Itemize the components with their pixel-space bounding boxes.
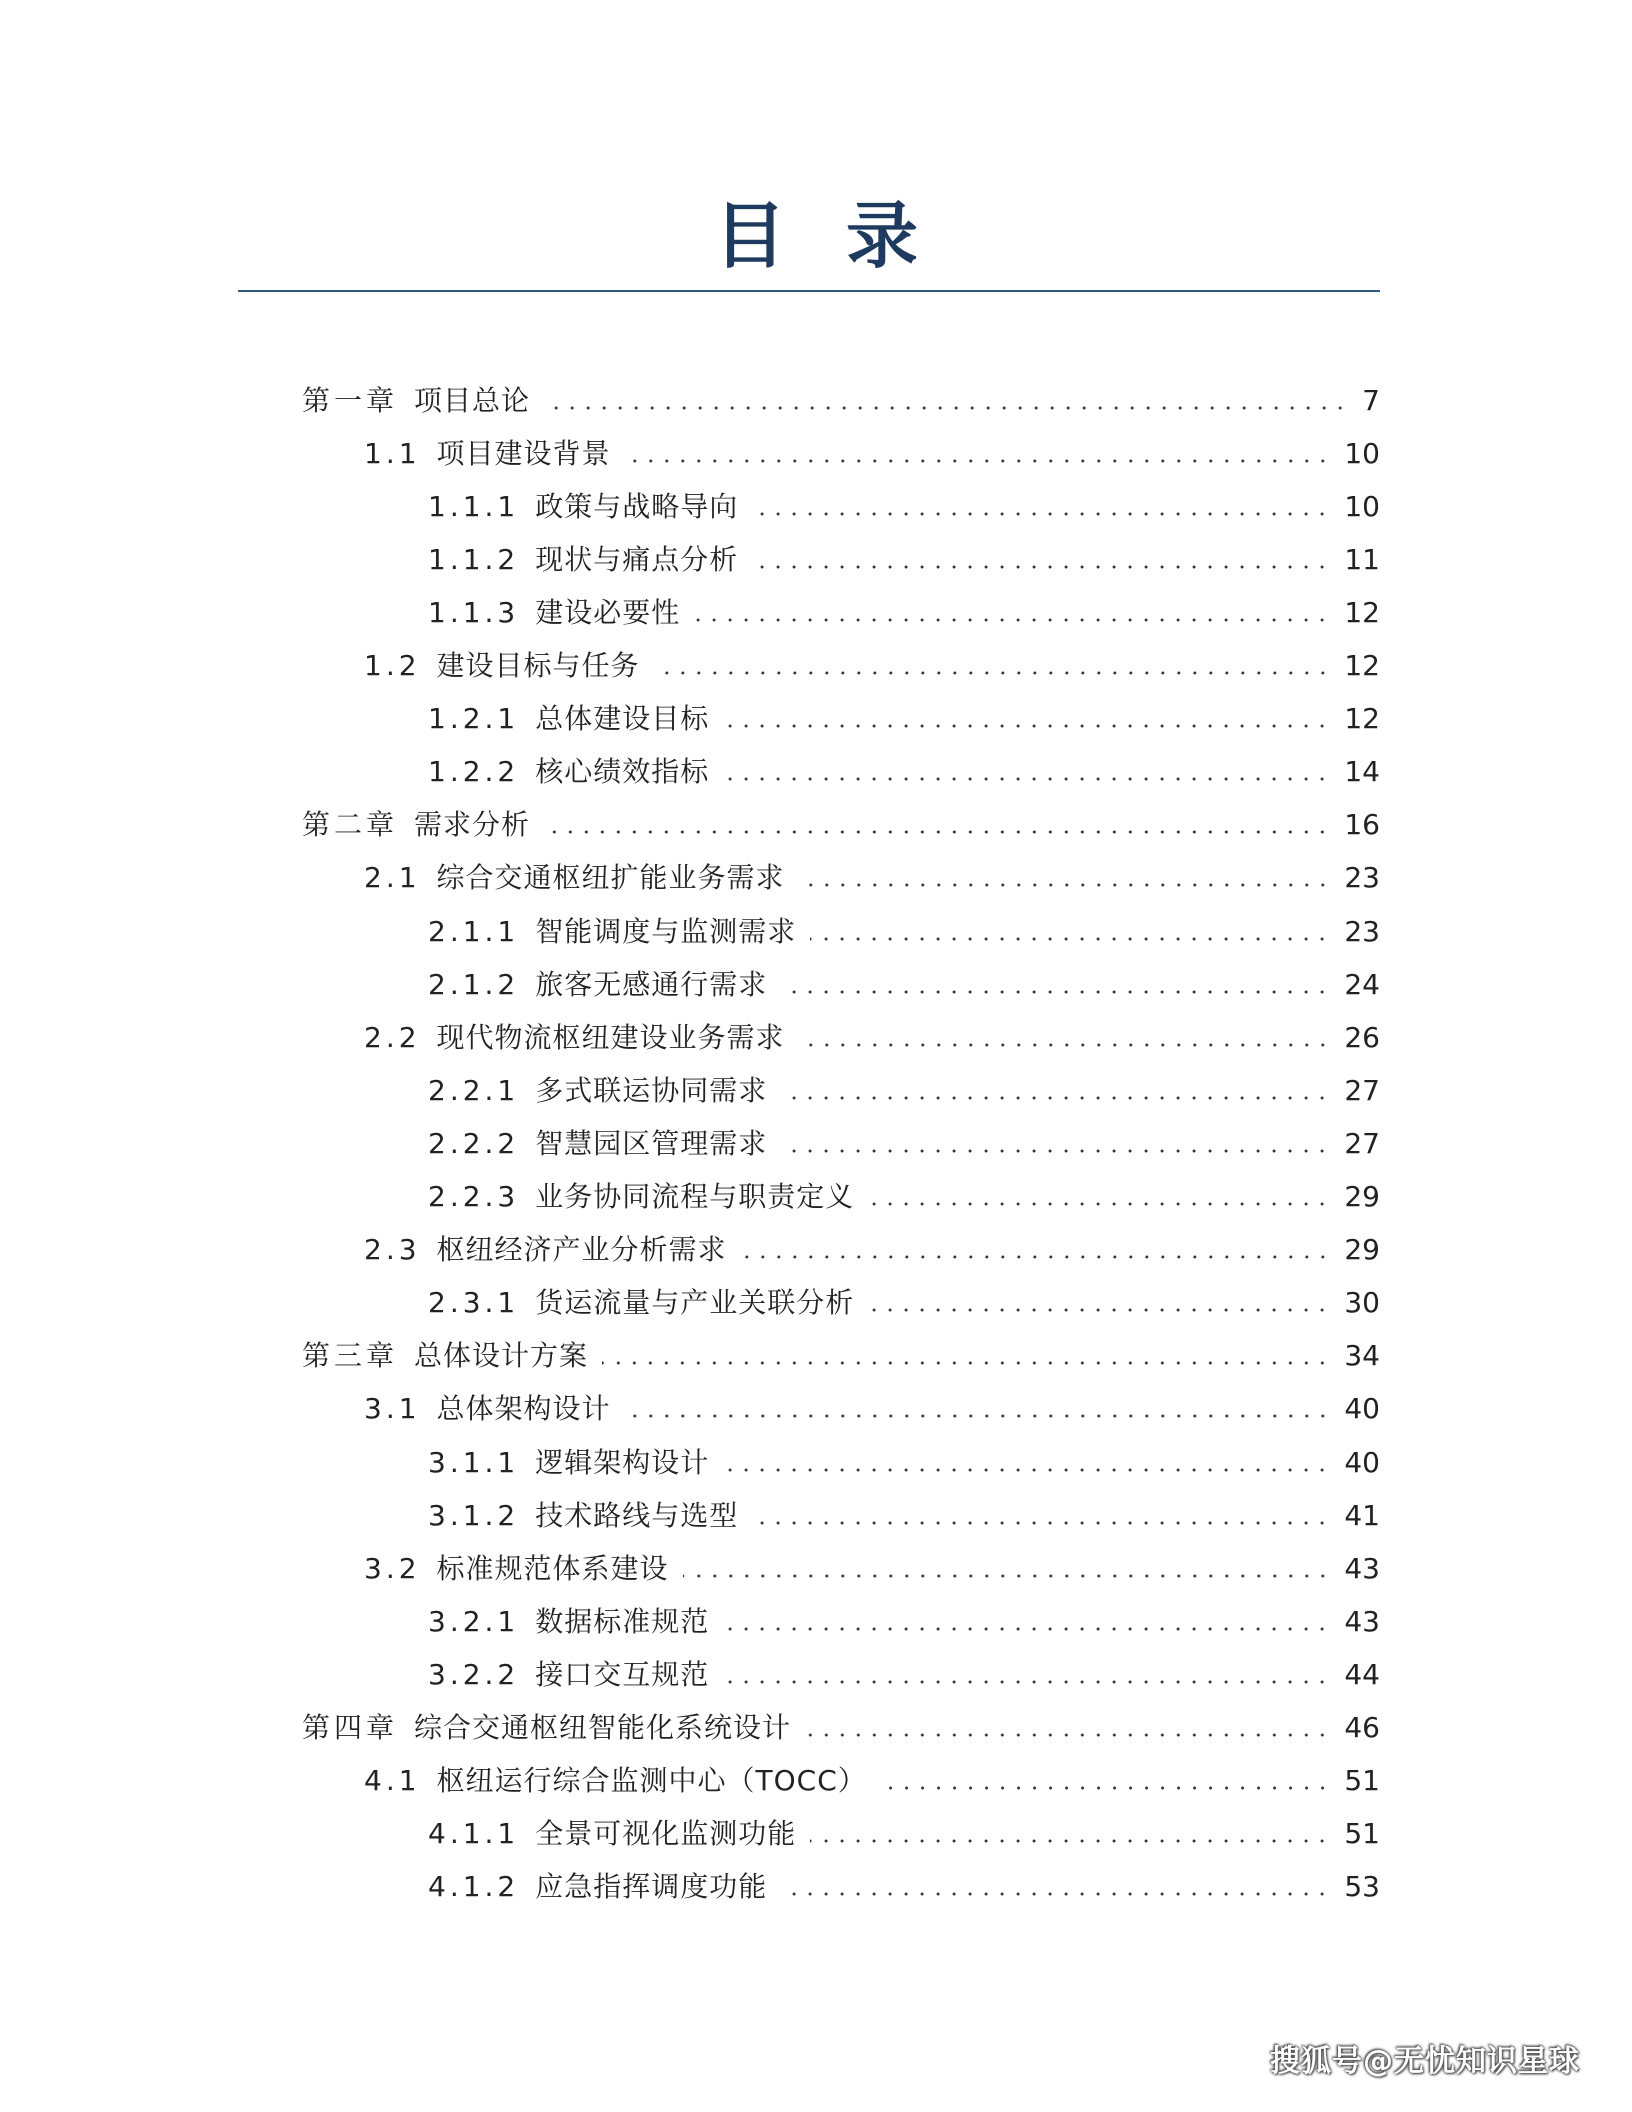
toc-entry-label: 应急指挥调度功能 [535, 1870, 768, 1904]
toc-entry-page: 53 [1344, 1870, 1380, 1904]
toc-dot-leader [805, 1733, 1330, 1737]
toc-entry-label: 现状与痛点分析 [535, 542, 739, 576]
toc-entry[interactable] [364, 1224, 1380, 1277]
toc-entry-number: 1.2.1 [428, 702, 520, 736]
toc-entry-label: 旅客无感通行需求 [535, 967, 768, 1001]
toc-entry-number: 2.3.1 [428, 1286, 520, 1320]
toc-entry-page: 44 [1344, 1657, 1380, 1691]
toc-entry[interactable] [364, 1011, 1380, 1064]
toc-entry-page: 10 [1344, 436, 1380, 470]
toc-entry-page: 51 [1344, 1817, 1380, 1851]
toc-entry[interactable] [364, 1542, 1380, 1595]
toc-entry-label: 项目建设背景 [436, 436, 611, 470]
toc-entry-page: 43 [1344, 1604, 1380, 1638]
toc-entry-page: 27 [1344, 1073, 1380, 1107]
toc-entry-label: 项目总论 [414, 383, 531, 417]
toc-entry-page: 43 [1344, 1551, 1380, 1585]
toc-entry-number: 2.1 [364, 861, 421, 895]
toc-dot-leader [723, 1680, 1330, 1684]
toc-entry-page: 46 [1344, 1711, 1380, 1744]
title-divider [238, 290, 1380, 292]
toc-entry-label: 接口交互规范 [535, 1657, 710, 1691]
toc-entry-page: 29 [1344, 1180, 1380, 1213]
toc-dot-leader [723, 724, 1330, 728]
toc-entry-label: 综合交通枢纽智能化系统设计 [414, 1711, 792, 1744]
toc-entry-number: 2.1.2 [428, 967, 520, 1001]
toc-entry[interactable] [428, 958, 1380, 1011]
toc-entry-page: 10 [1344, 489, 1380, 523]
toc-entry-page: 41 [1344, 1498, 1380, 1532]
toc-entry-page: 23 [1344, 914, 1380, 948]
toc-entry[interactable] [428, 1489, 1380, 1542]
toc-entry[interactable] [364, 427, 1380, 480]
toc-dot-leader [683, 1574, 1331, 1578]
toc-entry-number: 3.2.2 [428, 1657, 520, 1691]
toc-entry[interactable] [428, 1171, 1380, 1224]
toc-entry-number: 1.2.2 [428, 755, 520, 789]
page-title: 目录 [713, 194, 978, 278]
toc-entry[interactable] [428, 1648, 1380, 1701]
toc-entry-number: 2.1.1 [428, 914, 520, 948]
toc-entry-page: 7 [1362, 383, 1380, 417]
toc-dot-leader [625, 459, 1331, 463]
toc-dot-leader [602, 1361, 1330, 1365]
toc-entry-label: 数据标准规范 [535, 1604, 710, 1638]
toc-dot-leader [810, 1839, 1330, 1843]
toc-dot-leader [723, 777, 1330, 781]
toc-entry-page: 16 [1344, 808, 1380, 842]
toc-entry-number: 3.2 [364, 1551, 421, 1585]
toc-entry-number: 4.1.1 [428, 1817, 520, 1851]
toc-entry[interactable] [428, 905, 1380, 958]
toc-entry-page: 26 [1344, 1020, 1380, 1054]
toc-dot-leader [781, 1096, 1330, 1100]
toc-entry[interactable] [428, 1595, 1380, 1648]
toc-dot-leader [752, 1521, 1330, 1525]
toc-entry-label: 多式联运协同需求 [535, 1073, 768, 1107]
toc-entry-page: 40 [1344, 1392, 1380, 1426]
toc-entry[interactable] [302, 374, 1380, 427]
toc-dot-leader [625, 1414, 1331, 1418]
toc-entry-label: 枢纽经济产业分析需求 [436, 1233, 727, 1267]
toc-entry-number: 第一章 [302, 383, 399, 417]
toc-entry-label: 逻辑架构设计 [535, 1445, 710, 1479]
toc-entry-number: 3.1 [364, 1392, 421, 1426]
toc-entry-page: 24 [1344, 967, 1380, 1001]
toc-entry-number: 第三章 [302, 1339, 399, 1373]
toc-entry-label: 智慧园区管理需求 [535, 1126, 768, 1160]
toc-entry-label: 综合交通枢纽扩能业务需求 [436, 861, 785, 895]
toc-entry-label: 业务协同流程与职责定义 [535, 1180, 855, 1213]
toc-entry-number: 1.1.2 [428, 542, 520, 576]
toc-entry-label: 智能调度与监测需求 [535, 914, 797, 948]
toc-entry[interactable] [428, 1117, 1380, 1170]
toc-entry[interactable] [428, 1064, 1380, 1117]
toc-entry-label: 现代物流枢纽建设业务需求 [436, 1020, 785, 1054]
toc-entry-number: 3.2.1 [428, 1604, 520, 1638]
toc-dot-leader [741, 1255, 1331, 1259]
toc-entry-number: 1.1.3 [428, 595, 520, 629]
toc-entry[interactable] [428, 1808, 1380, 1861]
toc-entry[interactable] [302, 1702, 1380, 1755]
toc-dot-leader [544, 406, 1348, 410]
toc-entry-page: 40 [1344, 1445, 1380, 1479]
toc-dot-leader [799, 1043, 1331, 1047]
toc-entry-label: 技术路线与选型 [535, 1498, 739, 1532]
toc-dot-leader [723, 1627, 1330, 1631]
toc-entry-label: 建设必要性 [535, 595, 681, 629]
toc-entry-number: 1.1.1 [428, 489, 520, 523]
toc-entry-page: 23 [1344, 861, 1380, 895]
toc-entry-label: 总体架构设计 [436, 1392, 611, 1426]
toc-entry-label: 标准规范体系建设 [436, 1551, 669, 1585]
toc-entry-page: 34 [1344, 1339, 1380, 1373]
toc-entry-page: 11 [1344, 542, 1380, 576]
toc-entry-number: 2.2.3 [428, 1180, 520, 1213]
toc-entry[interactable] [428, 1861, 1380, 1914]
toc-entry-number: 第二章 [302, 808, 399, 842]
toc-entry[interactable] [428, 586, 1380, 639]
toc-entry-label: 全景可视化监测功能 [535, 1817, 797, 1851]
toc-entry-page: 27 [1344, 1126, 1380, 1160]
toc-dot-leader [799, 883, 1331, 887]
toc-entry-page: 12 [1344, 702, 1380, 736]
toc-entry-number: 3.1.2 [428, 1498, 520, 1532]
toc-entry-label: 建设目标与任务 [436, 649, 640, 682]
toc-entry-label: 货运流量与产业关联分析 [535, 1286, 855, 1320]
toc-entry-number: 4.1 [364, 1764, 421, 1798]
toc-entry-label: 核心绩效指标 [535, 755, 710, 789]
toc-dot-leader [723, 1468, 1330, 1472]
toc-entry[interactable] [428, 693, 1380, 746]
toc-entry-page: 30 [1344, 1286, 1380, 1320]
toc-entry[interactable] [428, 1436, 1380, 1489]
toc-dot-leader [881, 1786, 1331, 1790]
toc-entry-page: 51 [1344, 1764, 1380, 1798]
toc-dot-leader [752, 512, 1330, 516]
toc-dot-leader [544, 830, 1330, 834]
toc-dot-leader [752, 565, 1330, 569]
toc-entry-page: 12 [1344, 649, 1380, 682]
toc-entry[interactable] [428, 533, 1380, 586]
toc-entry[interactable] [428, 746, 1380, 799]
toc-entry[interactable] [302, 1330, 1380, 1383]
toc-dot-leader [694, 618, 1330, 622]
toc-entry-page: 12 [1344, 595, 1380, 629]
toc-entry-number: 第四章 [302, 1711, 399, 1744]
toc-entry[interactable] [364, 1383, 1380, 1436]
toc-dot-leader [781, 990, 1330, 994]
toc-entry-number: 2.2 [364, 1020, 421, 1054]
toc-entry[interactable] [364, 1755, 1380, 1808]
toc-entry-label: 总体设计方案 [414, 1339, 589, 1373]
toc-entry[interactable] [302, 799, 1380, 852]
toc-dot-leader [781, 1892, 1330, 1896]
toc-entry-number: 2.2.2 [428, 1126, 520, 1160]
toc-dot-leader [810, 937, 1330, 941]
toc-entry-page: 29 [1344, 1233, 1380, 1267]
toc-dot-leader [781, 1149, 1330, 1153]
toc-entry[interactable] [428, 480, 1380, 533]
toc-entry[interactable] [428, 1277, 1380, 1330]
toc-entry-number: 2.3 [364, 1233, 421, 1267]
toc-entry-number: 1.2 [364, 649, 421, 682]
toc-entry-label: 政策与战略导向 [535, 489, 739, 523]
toc-entry[interactable] [364, 852, 1380, 905]
toc-entry-page: 14 [1344, 755, 1380, 789]
toc-entry-number: 3.1.1 [428, 1445, 520, 1479]
toc-dot-leader [868, 1202, 1330, 1206]
toc-entry-number: 4.1.2 [428, 1870, 520, 1904]
toc-entry[interactable] [364, 640, 1380, 693]
toc-entry-label: 枢纽运行综合监测中心（TOCC） [436, 1764, 867, 1798]
toc-entry-label: 总体建设目标 [535, 702, 710, 736]
toc-entry-number: 1.1 [364, 436, 421, 470]
toc-dot-leader [654, 671, 1331, 675]
toc-dot-leader [868, 1308, 1330, 1312]
watermark: 搜狐号@无忧知识星球 [1270, 2044, 1580, 2079]
toc-entry-label: 需求分析 [414, 808, 531, 842]
toc-entry-number: 2.2.1 [428, 1073, 520, 1107]
